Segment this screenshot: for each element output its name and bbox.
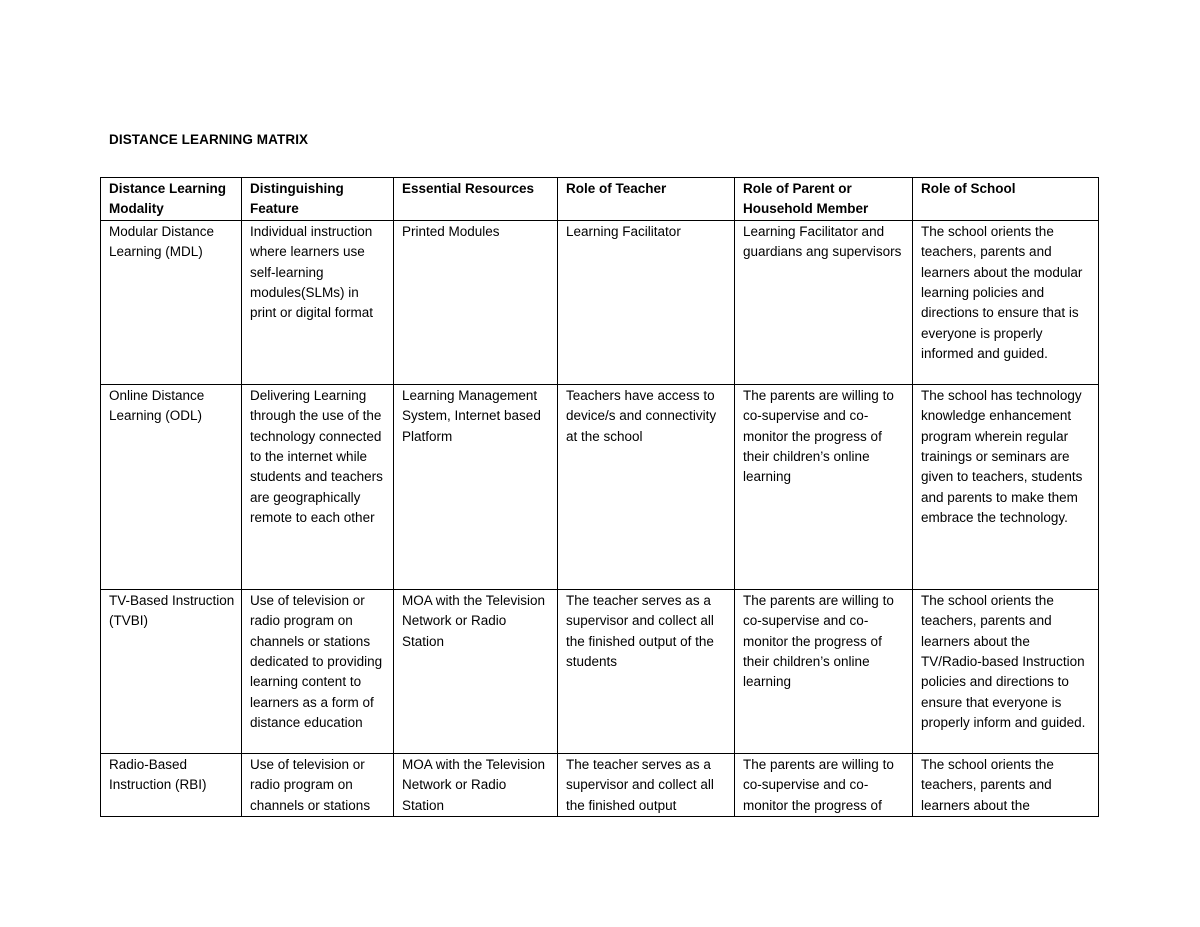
header-role-of-teacher: Role of Teacher <box>558 178 735 221</box>
table-cell: TV-Based Instruction (TVBI) <box>101 589 242 753</box>
header-role-of-parent: Role of Parent or Household Member <box>735 178 913 221</box>
table-cell: Learning Facilitator <box>558 220 735 384</box>
table-header-row <box>101 178 1099 221</box>
table-cell: The school orients the teachers, parents and learners about the modular learning policies and directions to ensure that is everyone is properly informed and guided. <box>913 220 1099 384</box>
header-distinguishing-feature: Distinguishing Feature <box>242 178 394 221</box>
table-cell: MOA with the Television Network or Radio Station <box>394 589 558 753</box>
table-cell: Learning Facilitator and guardians ang supervisors <box>735 220 913 384</box>
table-row <box>101 220 1099 384</box>
distance-learning-matrix-table <box>100 177 1099 817</box>
table-cell: The parents are willing to co-supervise and co-monitor the progress of <box>735 753 913 816</box>
table-cell: MOA with the Television Network or Radio Station <box>394 753 558 816</box>
table-cell: The school orients the teachers, parents and learners about the <box>913 753 1099 816</box>
table-cell: The parents are willing to co-supervise and co-monitor the progress of their children’s online learning <box>735 384 913 589</box>
table-cell: Online Distance Learning (ODL) <box>101 384 242 589</box>
table-cell: Learning Management System, Internet based Platform <box>394 384 558 589</box>
table-cell: The teacher serves as a supervisor and collect all the finished output of the students <box>558 589 735 753</box>
document-title: DISTANCE LEARNING MATRIX <box>109 132 309 147</box>
table-cell: Radio-Based Instruction (RBI) <box>101 753 242 816</box>
table-cell: Teachers have access to device/s and connectivity at the school <box>558 384 735 589</box>
table-cell: Modular Distance Learning (MDL) <box>101 220 242 384</box>
table-cell: The school has technology knowledge enhancement program wherein regular trainings or seminars are given to teachers, students and parents to make them embrace the technology. <box>913 384 1099 589</box>
header-modality: Distance Learning Modality <box>101 178 242 221</box>
table-cell: Use of television or radio program on channels or stations <box>242 753 394 816</box>
table-row <box>101 589 1099 753</box>
table-cell: Use of television or radio program on channels or stations dedicated to providing learning content to learners as a form of distance education <box>242 589 394 753</box>
table-cell: Individual instruction where learners use self-learning modules(SLMs) in print or digital format <box>242 220 394 384</box>
table-row <box>101 384 1099 589</box>
table-cell: The school orients the teachers, parents and learners about the TV/Radio-based Instruction policies and directions to ensure that everyone is properly inform and guided. <box>913 589 1099 753</box>
table-cell: The parents are willing to co-supervise and co-monitor the progress of their children’s online learning <box>735 589 913 753</box>
table-row <box>101 753 1099 816</box>
header-essential-resources: Essential Resources <box>394 178 558 221</box>
table-cell: Delivering Learning through the use of the technology connected to the internet while students and teachers are geographically remote to each other <box>242 384 394 589</box>
header-role-of-school: Role of School <box>913 178 1099 221</box>
table-cell: The teacher serves as a supervisor and collect all the finished output <box>558 753 735 816</box>
table-cell: Printed Modules <box>394 220 558 384</box>
